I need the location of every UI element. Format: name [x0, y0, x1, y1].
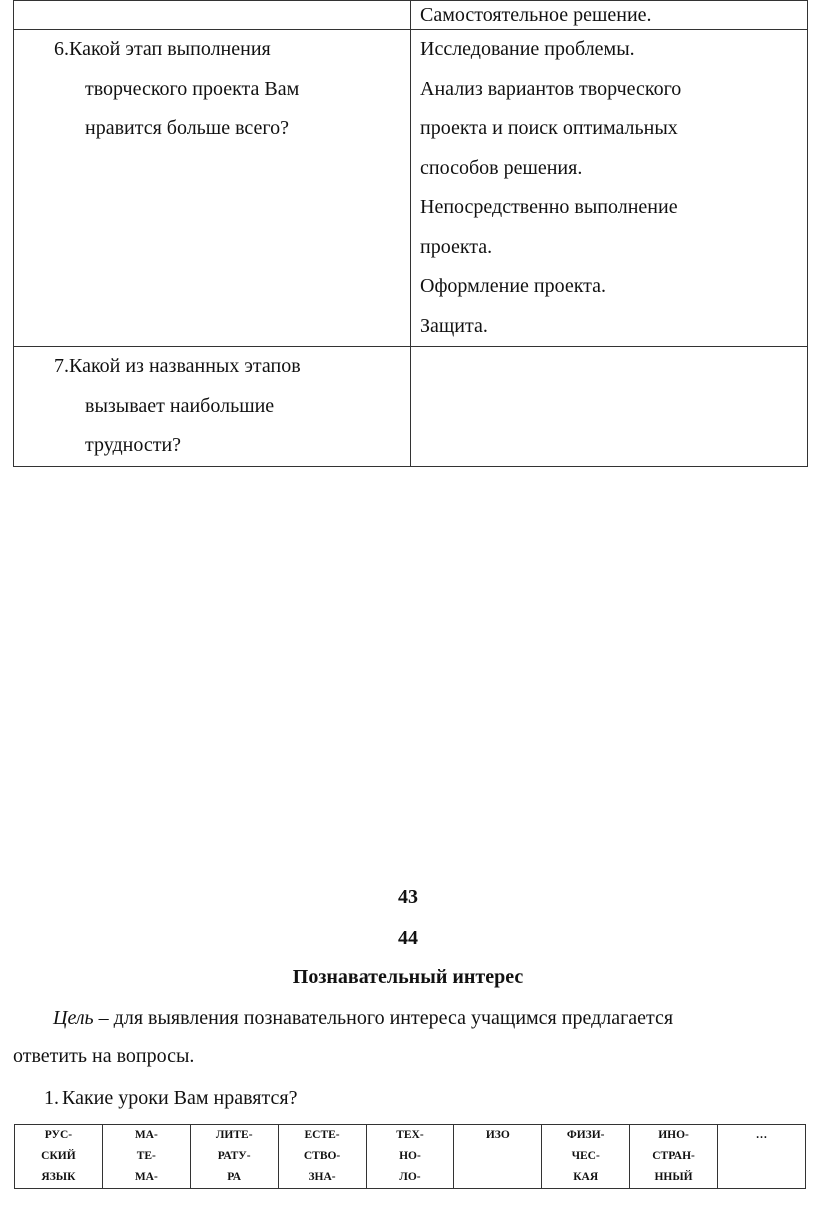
subject-cell-math[interactable]: МА- ТЕ- МА-: [102, 1125, 190, 1189]
subject-cell-russian[interactable]: РУС- СКИЙ ЯЗЫК: [15, 1125, 103, 1189]
answer-line: Исследование проблемы.: [420, 38, 635, 60]
page-number: 43: [398, 886, 418, 908]
empty-answer-cell: [411, 347, 808, 467]
goal-text: – для выявления познавательного интереса учащимся предлагается: [93, 1007, 674, 1029]
answer-line: проекта.: [420, 235, 493, 258]
subjects-table: [14, 1124, 806, 1189]
section-title: Познавательный интерес: [292, 966, 524, 988]
answer-cell: [411, 1, 808, 30]
table-row: [14, 1, 808, 30]
goal-label: Цель: [53, 1007, 94, 1029]
answer-line: Анализ вариантов творческого: [420, 77, 682, 100]
question-text: Какие уроки Вам нравятся?: [62, 1087, 298, 1109]
question-line: 7.Какой из названных этапов: [54, 355, 301, 377]
answer-line: Непосредственно выполнение: [420, 196, 678, 218]
table-row: [14, 30, 808, 347]
question-1: [44, 1087, 297, 1110]
subject-cell-science[interactable]: ЕСТЕ- СТВО- ЗНА-: [278, 1125, 366, 1189]
question-cell: [14, 347, 411, 467]
question-line: нравится больше всего?: [85, 117, 289, 139]
question-number: 1.: [44, 1087, 59, 1109]
question-line: 6.Какой этап выполнения: [54, 38, 271, 60]
goal-paragraph: [13, 1007, 803, 1030]
subject-cell-foreign-language[interactable]: ИНО- СТРАН- ННЫЙ: [630, 1125, 718, 1189]
question-line: трудности?: [85, 434, 182, 456]
subject-cell-art[interactable]: ИЗО: [454, 1125, 542, 1189]
answer-line: способов решения.: [420, 156, 583, 179]
subject-cell-pe[interactable]: ФИЗИ- ЧЕС- КАЯ: [542, 1125, 630, 1189]
goal-paragraph-continuation: ответить на вопросы.: [13, 1045, 195, 1067]
subject-cell-technology[interactable]: ТЕХ- НО- ЛО-: [366, 1125, 454, 1189]
answer-line: Защита.: [420, 314, 488, 337]
answer-cell: [411, 30, 808, 347]
answer-line: Самостоятельное решение.: [420, 4, 652, 26]
question-line: вызывает наибольшие: [85, 394, 275, 417]
answer-line: Оформление проекта.: [420, 275, 607, 297]
questionnaire-table: [13, 0, 808, 467]
subject-cell-other[interactable]: …: [718, 1125, 806, 1189]
subjects-row: [15, 1125, 806, 1189]
answer-line: проекта и поиск оптимальных: [420, 117, 678, 139]
subject-cell-literature[interactable]: ЛИТЕ- РАТУ- РА: [190, 1125, 278, 1189]
empty-cell: [14, 1, 411, 30]
table-row: [14, 347, 808, 467]
page-number: 44: [398, 927, 418, 949]
question-line: творческого проекта Вам: [85, 77, 300, 100]
question-cell: [14, 30, 411, 347]
